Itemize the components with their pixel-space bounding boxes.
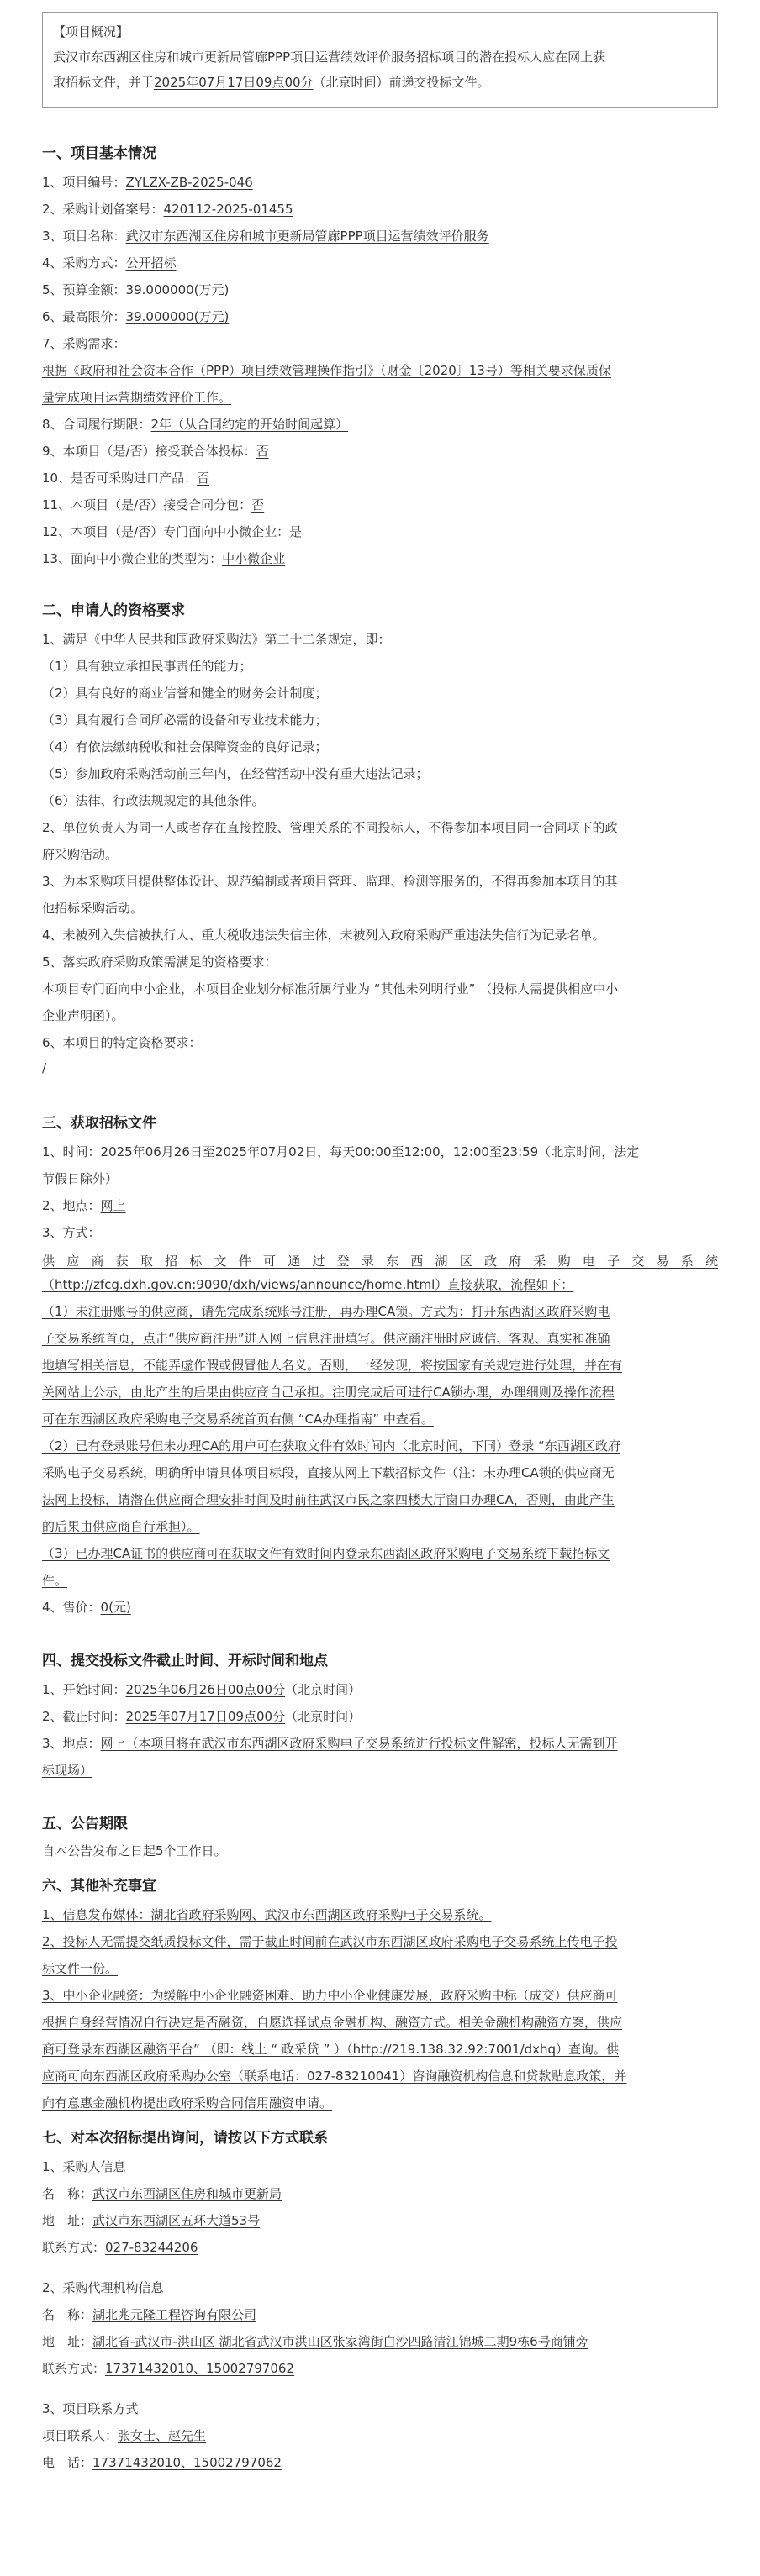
- qual-6: 6、本项目的特定资格要求：: [42, 1035, 202, 1050]
- project-contact-person: [42, 2426, 206, 2444]
- method-a-5: 可在东西湖区政府采购电子交易系统首页右侧 “CA办理指南” 中查看。: [42, 1412, 434, 1427]
- method-b-1: （2）已有登录账号但未办理CA的用户可在获取文件有效时间内（北京时间，下同）登录 “东西湖区政府: [42, 1438, 620, 1454]
- method-c-2: 件。: [42, 1573, 68, 1588]
- obtain-price: [42, 1598, 131, 1616]
- label: 电 话：: [42, 2455, 93, 2470]
- other-1: 1、信息发布媒体：湖北省政府采购网、武汉市东西湖区政府采购电子交易系统。: [42, 1907, 492, 1922]
- summary-title: 【项目概况】: [53, 24, 129, 39]
- method-b-4: 的后果由供应商自行承担）。: [42, 1519, 200, 1534]
- value: 否: [251, 497, 265, 513]
- label: 2、截止时间：: [42, 1709, 126, 1724]
- summary-text: （北京时间）前递交投标文件。: [313, 75, 490, 90]
- label: 2、地点：: [42, 1198, 101, 1213]
- value: 027-83244206: [105, 2240, 198, 2255]
- summary-line-2: [53, 70, 707, 95]
- section-7-heading: 七、对本次招标提出询问，请按以下方式联系: [42, 2130, 328, 2147]
- agency-address: [42, 2332, 588, 2350]
- value: 湖北省-武汉市-洪山区 湖北省武汉市洪山区张家湾街白沙四路清江锦城二期9栋6号商铺旁: [92, 2334, 588, 2349]
- agency-title: 2、采购代理机构信息: [42, 2280, 164, 2295]
- label: 1、开始时间：: [42, 1682, 126, 1697]
- value: 武汉市东西湖区住房和城市更新局管廊PPP项目运营绩效评价服务: [125, 229, 489, 244]
- text: （北京时间）: [285, 1709, 362, 1724]
- value: 武汉市东西湖区住房和城市更新局: [92, 2186, 282, 2201]
- value: 17371432010、15002797062: [105, 2361, 294, 2376]
- label: 5、预算金额：: [42, 282, 126, 297]
- project-summary-box: [42, 12, 718, 108]
- section-3-heading: 三、获取招标文件: [42, 1115, 156, 1132]
- qual-5-text-1: 本项目专门面向中小企业，本项目企业划分标准所属行业为 “其他未列明行业” （投标人需提供相应中小: [42, 981, 619, 996]
- purchaser-phone: [42, 2238, 198, 2256]
- method-a-3: 地填写相关信息，不能弄虚作假或假冒他人名义。否则，一经发现，将按国家有关规定进行处理，并在有: [42, 1358, 623, 1373]
- item-contract-term: [42, 415, 348, 433]
- summary-line-1: [53, 45, 707, 70]
- label: 13、面向中小微企业的类型为：: [42, 551, 223, 566]
- label: 9、本项目（是/否）接受联合体投标：: [42, 444, 256, 459]
- value: 网上（本项目将在武汉市东西湖区政府采购电子交易系统进行投标文件解密，投标人无需到开: [100, 1736, 618, 1751]
- label: 名 称：: [42, 2186, 93, 2201]
- qual-5-text-2: 企业声明函）。: [42, 1008, 124, 1023]
- value: 是: [289, 524, 303, 539]
- obtain-method-label: 3、方式：: [42, 1225, 101, 1240]
- qual-2-line-1: 2、单位负责人为同一人或者存在直接控股、管理关系的不同投标人，不得参加本项目同一合同项下的政: [42, 820, 618, 835]
- label: 4、采购方式：: [42, 255, 126, 271]
- demand-text-1: 根据《政府和社会资本合作（PPP）项目绩效管理操作指引》（财金〔2020〕13号）等相关要求保质保: [42, 363, 611, 378]
- label: 项目联系人：: [42, 2428, 119, 2443]
- item-plan-number: [42, 200, 293, 218]
- summary-text: 武汉市东西湖区住房和城市更新局管廊PPP项目运营绩效评价服务招标项目的潜在投标人应在网上获: [53, 50, 606, 65]
- method-line-1: 供应商获取招标文件可通过登录东西湖区政府采购电子交易系统: [42, 1254, 718, 1269]
- value: 张女士、赵先生: [118, 2428, 207, 2443]
- value: 2025年06月26日至2025年07月02日: [100, 1144, 318, 1159]
- label: 3、项目名称：: [42, 229, 126, 244]
- item-method: [42, 254, 177, 271]
- demand-text-2: 量完成项目运营期绩效评价工作。: [42, 390, 232, 405]
- method-a-1: （1）未注册账号的供应商，请先完成系统账号注册，再办理CA锁。方式为：打开东西湖区政府采购电: [42, 1304, 610, 1319]
- label: 6、最高限价：: [42, 309, 126, 324]
- value: 武汉市东西湖区五环大道53号: [92, 2213, 261, 2228]
- label: 联系方式：: [42, 2361, 106, 2376]
- qual-5: 5、落实政府采购政策需满足的资格要求：: [42, 954, 277, 970]
- label: 1、项目编号：: [42, 175, 126, 190]
- bid-deadline: 2025年07月17日09点00分: [154, 75, 314, 90]
- obtain-place: [42, 1196, 126, 1214]
- label: 2、采购计划备案号：: [42, 202, 164, 217]
- method-c-1: （3）已办理CA证书的供应商可在获取文件有效时间内登录东西湖区政府采购电子交易系统下载招标文: [42, 1546, 610, 1561]
- end-time: [42, 1707, 361, 1725]
- value: 39.000000(万元): [125, 309, 230, 324]
- section-1-heading: 一、项目基本情况: [42, 145, 156, 162]
- qual-1: 1、满足《中华人民共和国政府采购法》第二十二条规定，即：: [42, 632, 391, 647]
- label: 3、地点：: [42, 1736, 101, 1751]
- qual-1-1: （1）具有独立承担民事责任的能力；: [42, 659, 252, 674]
- other-3-line-3: 商可登录东西湖区融资平台” （即：线上 “ 政采贷 ” ）（http://219.138.32.92:7001/dxhq）查询。供: [42, 2042, 620, 2057]
- value: 2025年06月26日00点00分: [125, 1682, 286, 1697]
- text: ，每天: [317, 1144, 356, 1159]
- obtain-time-2: 节假日除外）: [42, 1171, 119, 1186]
- label: 10、是否可采购进口产品：: [42, 471, 198, 486]
- method-a-4: 关网站上公示，由此产生的后果由供应商自己承担。注册完成后可进行CA锁办理，办理细则及操作流程: [42, 1385, 615, 1400]
- value: 中小微企业: [222, 551, 286, 566]
- qual-1-4: （4）有依法缴纳税收和社会保障资金的良好记录；: [42, 739, 328, 754]
- value: 420112-2025-01455: [163, 202, 293, 217]
- value: 否: [256, 444, 269, 459]
- method-line-2: （http://zfcg.dxh.gov.cn:9090/dxh/views/announce/home.html）直接获取，流程如下：: [42, 1277, 574, 1292]
- item-project-number: [42, 173, 253, 191]
- bid-location: [42, 1734, 618, 1752]
- summary-text: 取招标文件，并于: [53, 75, 155, 90]
- purchaser-title: 1、采购人信息: [42, 2159, 126, 2174]
- label: 1、时间：: [42, 1144, 101, 1159]
- value: 39.000000(万元): [125, 282, 230, 297]
- text: ，: [440, 1144, 453, 1159]
- value: 否: [197, 471, 210, 486]
- bid-location-2: 标现场）: [42, 1763, 93, 1778]
- label: 名 称：: [42, 2307, 93, 2322]
- qual-4: 4、未被列入失信被执行人、重大税收违法失信主体，未被列入政府采购严重违法失信行为记录名单。: [42, 928, 605, 943]
- value: 2年（从合同约定的开始时间起算）: [150, 417, 349, 432]
- section-6-heading: 六、其他补充事宜: [42, 1878, 156, 1895]
- label: 地 址：: [42, 2334, 93, 2349]
- project-contact-phone: [42, 2453, 282, 2471]
- method-b-2: 采购电子交易系统，明确所申请具体项目标段，直接从网上下载招标文件（注：未办理CA锁的供应商无: [42, 1465, 615, 1480]
- item-budget: [42, 281, 229, 298]
- other-2-line-1: 2、投标人无需提交纸质投标文件，需于截止时间前在武汉市东西湖区政府采购电子交易系统上传电子投: [42, 1934, 618, 1949]
- agency-phone: [42, 2359, 294, 2377]
- start-time: [42, 1680, 361, 1698]
- text: （北京时间）: [285, 1682, 362, 1697]
- other-2-line-2: 标文件一份。: [42, 1961, 119, 1976]
- section-2-heading: 二、申请人的资格要求: [42, 602, 185, 619]
- section-4-heading: 四、提交投标文件截止时间、开标时间和地点: [42, 1653, 328, 1669]
- label: 8、合同履行期限：: [42, 417, 151, 432]
- value: 网上: [100, 1198, 126, 1213]
- item-subcontract: [42, 496, 264, 513]
- qual-6-value: /: [42, 1060, 47, 1075]
- project-contact-title: 3、项目联系方式: [42, 2401, 139, 2416]
- qual-1-5: （5）参加政府采购活动前三年内，在经营活动中没有重大违法记录；: [42, 766, 429, 781]
- value: 湖北兆元隆工程咨询有限公司: [92, 2307, 257, 2322]
- section-5-heading: 五、公告期限: [42, 1816, 128, 1832]
- label: 地 址：: [42, 2213, 93, 2228]
- qual-2-line-2: 府采购活动。: [42, 847, 119, 862]
- label: 4、售价：: [42, 1600, 101, 1615]
- item-max-price: [42, 308, 229, 325]
- qual-3-line-1: 3、为本采购项目提供整体设计、规范编制或者项目管理、监理、检测等服务的，不得再参加本项目的其: [42, 874, 618, 889]
- method-a-2: 子交易系统首页，点击“供应商注册”进入网上信息注册填写。供应商注册时应诚信、客观、真实和准确: [42, 1331, 610, 1346]
- agency-name: [42, 2305, 256, 2323]
- value: 00:00至12:00: [355, 1144, 441, 1159]
- method-b-3: 法网上投标，请潜在供应商合理安排时间及时前往武汉市民之家四楼大厅窗口办理CA，否则，由此产生: [42, 1492, 615, 1507]
- notice-period: 自本公告发布之日起5个工作日。: [42, 1843, 227, 1858]
- obtain-time: [42, 1143, 639, 1160]
- qual-1-3: （3）具有履行合同所必需的设备和专业技术能力；: [42, 712, 328, 728]
- item-import: [42, 469, 209, 486]
- item-project-name: [42, 227, 489, 244]
- purchaser-address: [42, 2211, 260, 2229]
- value: 0(元): [100, 1600, 131, 1615]
- other-3-line-4: 应商可向东西湖区政府采购办公室（联系电话：027-83210041）咨询融资机构信息和贷款贴息政策，并: [42, 2069, 627, 2084]
- other-3-line-1: 3、中小企业融资：为缓解中小企业融资困难、助力中小企业健康发展，政府采购中标（成交）供应商可: [42, 1988, 618, 2003]
- purchaser-name: [42, 2184, 282, 2202]
- other-3-line-5: 向有意惠金融机构提出政府采购合同信用融资申请。: [42, 2095, 333, 2111]
- item-sme-only: [42, 523, 302, 540]
- qual-1-6: （6）法律、行政法规规定的其他条件。: [42, 793, 265, 808]
- item-sme-type: [42, 549, 285, 567]
- item-demand-label: 7、采购需求：: [42, 336, 126, 351]
- label: 11、本项目（是/否）接受合同分包：: [42, 497, 252, 513]
- text: （北京时间，法定: [538, 1144, 640, 1159]
- value: 17371432010、15002797062: [92, 2455, 282, 2470]
- item-consortium: [42, 442, 269, 460]
- other-3-line-2: 根据自身经营情况自行决定是否融资，自愿选择试点金融机构、融资方式。相关金融机构融资方案，供应: [42, 2015, 623, 2030]
- value: 公开招标: [125, 255, 177, 271]
- value: ZYLZX-ZB-2025-046: [125, 175, 253, 190]
- qual-1-2: （2）具有良好的商业信誉和健全的财务会计制度；: [42, 686, 328, 701]
- qual-3-line-2: 他招标采购活动。: [42, 901, 144, 916]
- label: 12、本项目（是/否）专门面向中小微企业：: [42, 524, 290, 539]
- value: 12:00至23:59: [452, 1144, 539, 1159]
- value: 2025年07月17日09点00分: [125, 1709, 286, 1724]
- label: 联系方式：: [42, 2240, 106, 2255]
